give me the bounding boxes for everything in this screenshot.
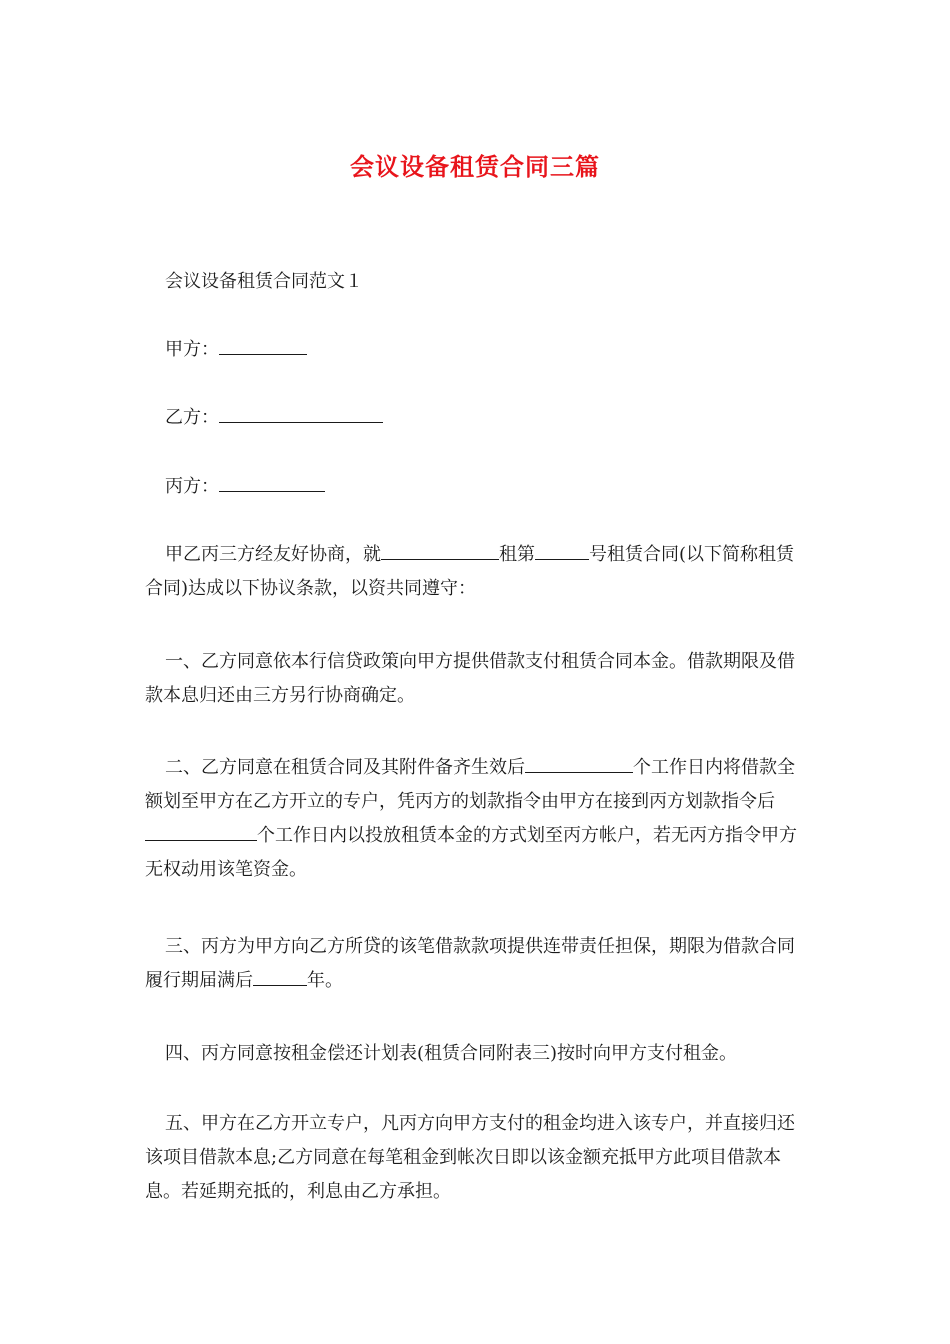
clause-3-text-1: 三、丙方为甲方向乙方所贷的该笔借款款项提供连带责任担保，期限为借款合同履行期届满后	[145, 936, 795, 991]
clause-1: 一、乙方同意依本行信贷政策向甲方提供借款支付租赁合同本金。借款期限及借款本息归还由三方另行协商确定。	[145, 651, 795, 706]
party-b-label: 乙方：	[165, 407, 219, 428]
subtitle: 会议设备租赁合同范文１	[165, 271, 363, 292]
intro-text-2: 租第	[499, 544, 535, 565]
clause-2-text-2: 个工作日内将借款全额划至甲方在乙方开立的专户，凭丙方的划款指令由甲方在接到丙方划款指令后	[145, 757, 795, 812]
clause-3-blank	[253, 965, 307, 986]
clause-2-blank-2	[145, 820, 257, 841]
intro-blank-1	[381, 539, 499, 560]
party-a-label: 甲方：	[165, 339, 219, 360]
party-c-blank	[219, 471, 325, 492]
clause-4: 四、丙方同意按租金偿还计划表(租赁合同附表三)按时向甲方支付租金。	[165, 1043, 738, 1064]
clause-3	[145, 930, 805, 998]
party-c-line	[145, 470, 805, 504]
party-a-blank	[219, 334, 307, 355]
intro-text-3: 号租赁合同(以下简称租赁合同)达成以下协议条款，以资共同遵守：	[145, 544, 795, 599]
party-c-label: 丙方：	[165, 476, 219, 497]
clause-2	[145, 751, 805, 887]
intro-paragraph	[145, 538, 805, 606]
clause-2-text-1: 二、乙方同意在租赁合同及其附件备齐生效后	[165, 757, 525, 778]
document-title: 会议设备租赁合同三篇	[350, 152, 600, 181]
party-b-line	[145, 401, 805, 435]
clause-5: 五、甲方在乙方开立专户，凡丙方向甲方支付的租金均进入该专户，并直接归还该项目借款本息;乙方同意在每笔租金到帐次日即以该金额充抵甲方此项目借款本息。若延期充抵的，利息由乙方承担。	[145, 1113, 795, 1202]
party-b-blank	[219, 402, 383, 423]
clause-2-blank-1	[525, 752, 633, 773]
intro-text-1: 甲乙丙三方经友好协商，就	[165, 544, 381, 565]
intro-blank-2	[535, 539, 589, 560]
clause-3-text-2: 年。	[307, 970, 343, 991]
clause-2-text-3: 个工作日内以投放租赁本金的方式划至丙方帐户，若无丙方指令甲方无权动用该笔资金。	[145, 825, 797, 880]
party-a-line	[145, 333, 805, 367]
